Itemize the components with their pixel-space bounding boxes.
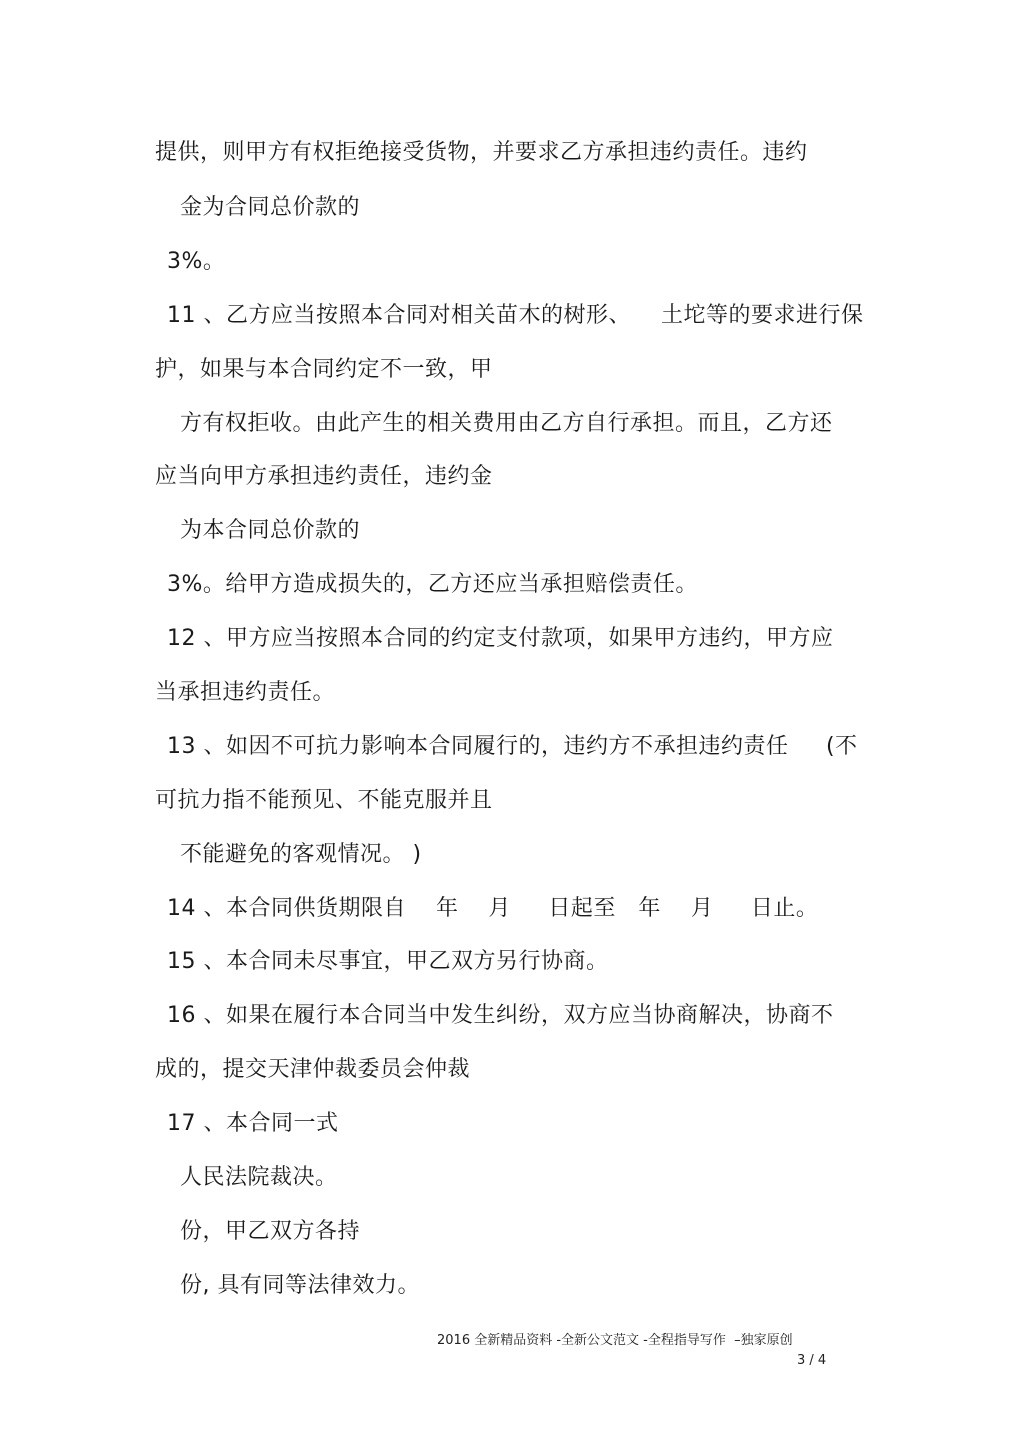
text-line: 16 、如果在履行本合同当中发生纠纷，双方应当协商解决，协商不: [167, 1003, 834, 1028]
text-line: 可抗力指不能预见、不能克服并且: [155, 788, 493, 813]
text-line: 份，甲乙双方各持: [180, 1219, 361, 1244]
text-line: 15 、本合同未尽事宜，甲乙双方另行协商。: [167, 949, 609, 974]
text-line: 应当向甲方承担违约责任，违约金: [155, 464, 493, 489]
text-line: 金为合同总价款的: [180, 195, 361, 220]
footer-slogan: 2016 全新精品资料 -全新公文范文 -全程指导写作 –独家原创: [437, 1333, 793, 1348]
text-line: 17 、本合同一式: [167, 1111, 339, 1136]
text-line: 当承担违约责任。: [155, 680, 336, 705]
text-line: 不能避免的客观情况。 ): [180, 842, 422, 867]
text-line: 13 、如因不可抗力影响本合同履行的，违约方不承担违约责任 (不: [167, 734, 858, 759]
text-line: 3%。: [167, 249, 226, 274]
text-line: 份, 具有同等法律效力。: [180, 1273, 420, 1298]
text-line: 方有权拒收。由此产生的相关费用由乙方自行承担。而且，乙方还: [180, 411, 833, 436]
text-line: 3%。给甲方造成损失的，乙方还应当承担赔偿责任。: [167, 572, 698, 597]
text-line: 为本合同总价款的: [180, 518, 361, 543]
text-line: 成的，提交天津仲裁委员会仲裁: [155, 1057, 471, 1082]
text-line: 14 、本合同供货期限自 年 月 日起至 年 月 日止。: [167, 896, 819, 921]
text-line: 提供，则甲方有权拒绝接受货物，并要求乙方承担违约责任。违约: [155, 140, 808, 165]
text-line: 12 、甲方应当按照本合同的约定支付款项，如果甲方违约，甲方应: [167, 626, 834, 651]
text-line: 护，如果与本合同约定不一致，甲: [155, 357, 493, 382]
text-line: 11 、乙方应当按照本合同对相关苗木的树形、 土坨等的要求进行保: [167, 303, 864, 328]
page-number: 3 / 4: [797, 1353, 827, 1368]
text-line: 人民法院裁决。: [180, 1165, 338, 1190]
